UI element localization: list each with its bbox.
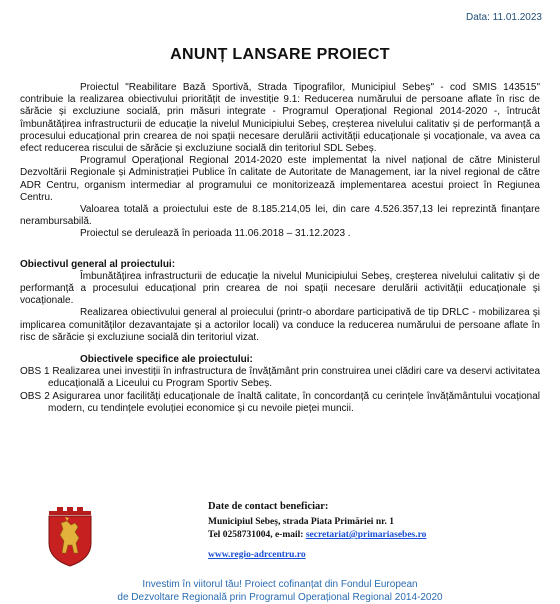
intro-paragraph-period: Proiectul se derulează în perioada 11.06.2018 – 31.12.2023 . — [80, 228, 351, 240]
specific-objective-1: OBS 1 Realizarea unei investiții în infrastructura de învățământ prin construirea unei clădiri care va deservi activitatea educațională a Liceului cu Program Sportiv Sebeș. — [20, 366, 540, 390]
contact-block — [208, 500, 426, 562]
general-objective-paragraph-1: Îmbunătățirea infrastructurii de educație la nivelul Municipiului Sebeș, creșterea nivelului calitativ și de performanță a procesului educațional prin crearea de noi spații necesare derulării activității educaționale și vocaționale. — [20, 270, 540, 307]
announcement-body — [20, 82, 540, 415]
contact-tel: Tel 0258731004, e-mail: — [208, 530, 306, 540]
footer-line-1: Investim în viitorul tău! Proiect cofinanțat din Fondul European — [142, 579, 418, 590]
page-title: ANUNȚ LANSARE PROIECT — [170, 46, 390, 63]
general-objective-heading: Obiectivul general al proiectului: — [20, 258, 176, 270]
intro-paragraph-value: Valoarea totală a proiectului este de 8.185.214,05 lei, din care 4.526.357,13 lei reprezintă finanțare nerambursabilă. — [20, 204, 540, 228]
contact-address: Municipiul Sebeș, strada Piata Primăriei nr. 1 — [208, 516, 394, 527]
specific-objective-2: OBS 2 Asigurarea unor facilități educaționale de înaltă calitate, în concordanță cu cerințele învățământului vocațional modern, cu tendințele evoluției economice și cu nevoile pieței muncii. — [20, 390, 540, 414]
general-objective-paragraph-2: Realizarea obiectivului general al proiecului (printr-o abordare participativă de tip DRLC - mobilizarea și implicarea comunităților dezavantajate și a actorilor locali) va conduce la reducerea numărului de persoane aflate în risc de sărăcie și excluziune socială din teritoriul vizat. — [20, 307, 540, 343]
regio-website-link[interactable]: www.regio-adrcentru.ro — [208, 549, 306, 560]
intro-paragraph-1: Proiectul "Reabilitare Bază Sportivă, Strada Tipografilor, Municipiul Sebeș" - cod SMIS 143515" contribuie la realizarea obiectivului prioritățit de investiție 9.1: Reducerea numărului de persoane aflate în risc de sărăcie și excluziune socială, prin măsuri integrate - Programul Operațional Regional 2014-2020 -, întrucât îmbunătățirea infrastructurii de educație la nivelul Municipiului Sebeș, creșterea nivelului calitativ și de performanță a procesului educațional prin crearea de noi spații necesare derulării activității educaționale și vocaționale, va avea ca efect reducerea riscului de sărăcie și excluziune socială din teritoriul SDL Sebeș. — [20, 82, 540, 155]
specific-objectives-heading: Obiectivele specifice ale proiectului: — [80, 354, 253, 366]
contact-tel-email — [208, 529, 426, 543]
contact-heading: Date de contact beneficiar: — [208, 501, 329, 512]
footer-line-2: de Dezvoltare Regională prin Programul Operațional Regional 2014-2020 — [117, 592, 443, 603]
footer-tagline — [0, 578, 560, 604]
sebes-coat-of-arms-icon — [45, 505, 95, 567]
intro-paragraph-2: Programul Operațional Regional 2014-2020 este implementat la nivel național de către Ministerul Dezvoltării Regionale și Administrației Publice în calitate de Autoritate de Management, iar la nivel regional de către ADR Centru, organism intermediar al programului ce monitorizează implementarea acestui proiect în Regiunea Centru. — [20, 155, 540, 203]
announcement-date: Data: 11.01.2023 — [466, 12, 542, 23]
contact-email-link[interactable]: secretariat@primariasebes.ro — [305, 530, 427, 540]
